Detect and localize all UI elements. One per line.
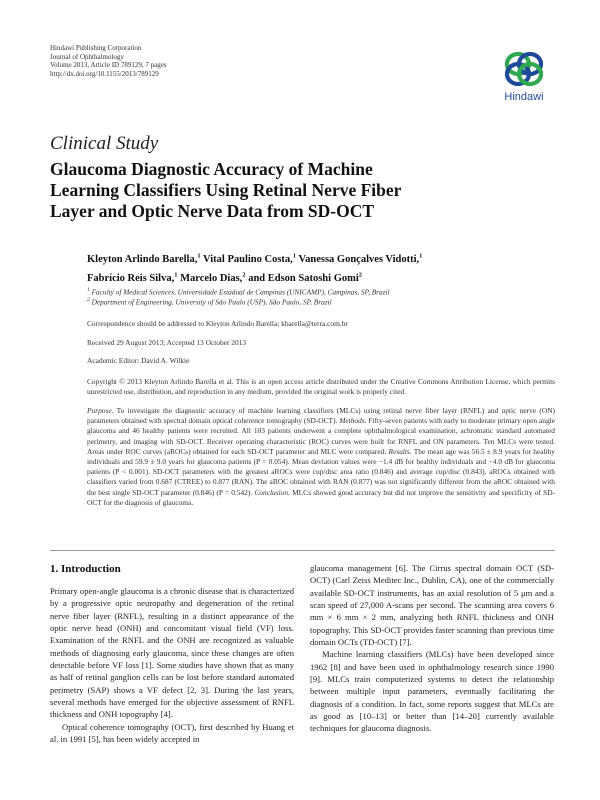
- abstract-results: The mean age was 56.5 ± 8.9 years for healthy individuals and 59.9 ± 9.0 years for glaucoma patients (P = 0.054). Mean deviation values were −1.4 dB for healthy individuals and −4.0 dB for glaucoma patients (P < 0.001). SD-OCT parameters with the greatest aROCs were cup/disc area ratio (0.846) and average cup/disc (0.843). aROCs obtained with classifiers varied from 0.687 (CTREE) to 0.877 (RAN). The aROC obtained with RAN (0.877) was not significantly different from the aROC obtained with the best single SD-OCT parameter (0.846) (P = 0.542).: [87, 446, 555, 497]
- author-name: Vanessa Gonçalves Vidotti,$^1$: [298, 252, 423, 265]
- abstract-methods: Fifty-seven patients with early to moderate primary open angle glaucoma and 46 healthy patients were recruited. All 103 patients underwent a complete ophthalmological examination, achromatic standard automated perimetry, and imaging with SD-OCT. Receiver operating characteristic (ROC) curves were built for RNFL and ON parameters. Ten MLCs were tested. Areas under ROC curves (aROCs) obtained for each SD-OCT parameter and MLC were compared.: [87, 416, 555, 456]
- section-divider: [50, 550, 555, 551]
- volume-line: Volume 2013, Article ID 789129, 7 pages: [50, 61, 167, 70]
- author-name: Kleyton Arlindo Barella,$^1$: [87, 252, 201, 265]
- left-column: [50, 585, 294, 745]
- paragraph: Machine learning classifiers (MLCs) have been developed since 1962 [8] and have been used in ophthalmology research since 1990 [9]. MLCs train computerized systems to detect the relationship between multiple input parameters, eventually facilitating the diagnosis of a condition. In fact, some reports suggest that MLCs are as good as [10–13] or better than [14–20] currently available techniques for glaucoma diagnosis.: [310, 649, 554, 734]
- affiliation-2: $^2$ Department of Engineering, University of São Paulo (USP), São Paulo, SP, Brazil: [87, 297, 332, 307]
- journal-header: [50, 44, 167, 78]
- logo-wordmark: Hindawi: [504, 91, 544, 103]
- abstract: [87, 406, 555, 508]
- affiliation-1: $^1$ Faculty of Medical Sciences, Universidade Estadual de Campinas (UNICAMP), Campinas, SP, Brazil: [87, 287, 390, 297]
- author-list: [87, 248, 557, 287]
- paragraph: Primary open-angle glaucoma is a chronic disease that is characterized by a progressive optic neuropathy and degeneration of the retinal nerve fiber layer (RNFL), resulting in a distinct appearance of the optic nerve head (ONH) and concomitant visual field (VF) loss. Examination of the RNFL and the ONH are recognized as valuable methods of diagnosing early glaucoma, since these changes are often detectable before VF loss [1]. Some studies have shown that as many as half of retinal ganglion cells can be lost before standard automated perimetry (SAP) shows a VF defect [2, 3]. During the last years, several methods have emerged for the objective assessment of RNFL thickness and ONH topography [4].: [50, 586, 294, 720]
- author-name: Fabrício Reis Silva,$^1$: [87, 271, 178, 284]
- section-heading: 1. Introduction: [50, 563, 121, 575]
- correspondence: Correspondence should be addressed to Kleyton Arlindo Barella; kbarella@terra.com.br: [87, 319, 348, 328]
- abstract-purpose: To investigate the diagnostic accuracy of machine learning classifiers (MLCs) using retinal nerve fiber layer (RNFL) and optic nerve (ON) parameters obtained with spectral domain optical coherence tomography (SD-OCT).: [87, 406, 555, 426]
- paragraph: glaucoma management [6]. The Cirrus spectral domain OCT (SD-OCT) (Carl Zeiss Meditec Inc., Dublin, CA), one of the commercially available SD-OCT instruments, has an axial resolution of 5 μm and a scan speed of 27,000 A-scans per second. The scanning area covers 6 mm × 6 mm × 2 mm, analyzing both RNFL thickness and ONH topography. This SD-OCT provides faster scanning than previous time domain OCTs (TD-OCT) [7].: [310, 563, 554, 648]
- article-title: [50, 159, 530, 222]
- author-name: Marcelo Dias,$^2$: [180, 271, 246, 284]
- abstract-label-results: Results.: [388, 446, 412, 456]
- article-type: Clinical Study: [50, 133, 159, 154]
- author-name: Vital Paulino Costa,$^1$: [203, 252, 297, 265]
- abstract-conclusion: MLCs showed good accuracy but did not improve the sensitivity and specificity of SD-OCT for the diagnosis of glaucoma.: [87, 487, 555, 507]
- abstract-label-conclusion: Conclusion.: [254, 487, 290, 497]
- academic-editor: Academic Editor: David A. Wilkie: [87, 356, 190, 365]
- doi-link[interactable]: http://dx.doi.org/10.1155/2013/789129: [50, 69, 159, 78]
- received-accepted-dates: Received 29 August 2013; Accepted 13 October 2013: [87, 338, 247, 347]
- publisher-line: Hindawi Publishing Corporation: [50, 44, 142, 52]
- abstract-label-purpose: Purpose.: [87, 406, 114, 415]
- paragraph: Optical coherence tomography (OCT), first described by Huang et al. in 1991 [5], has been widely accepted in: [50, 721, 294, 745]
- journal-name: Journal of Ophthalmology: [50, 52, 124, 61]
- copyright-notice: Copyright © 2013 Kleyton Arlindo Barella et al. This is an open access article distributed under the Creative Commons Attribution License, which permits unrestricted use, distribution, and reproduction in any medium, provided the original work is properly cited.: [87, 377, 555, 397]
- title-line: Glaucoma Diagnostic Accuracy of Machine: [50, 159, 373, 179]
- title-line: Layer and Optic Nerve Data from SD-OCT: [50, 201, 375, 221]
- title-line: Learning Classifiers Using Retinal Nerve Fiber: [50, 180, 402, 200]
- abstract-label-methods: Methods.: [339, 416, 367, 426]
- author-name: and Edson Satoshi Gomi$^2$: [248, 271, 363, 284]
- right-column: [310, 562, 554, 735]
